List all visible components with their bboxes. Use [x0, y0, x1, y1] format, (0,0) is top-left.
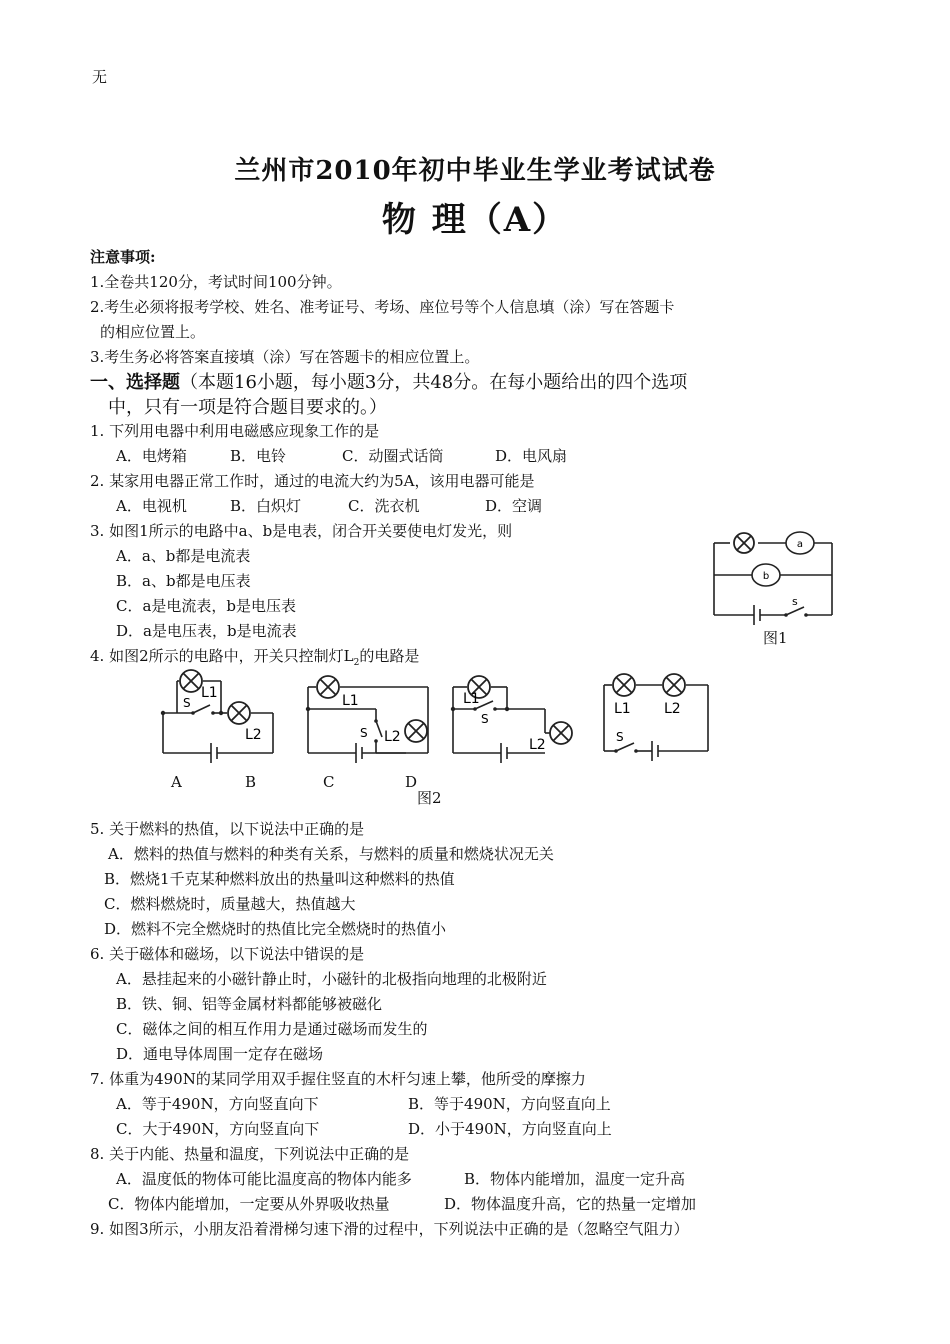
lamp-l1-label: L1 [342, 693, 359, 709]
q7-option-b: B．等于490N，方向竖直向上 [408, 1095, 611, 1113]
question-5-stem: 5. 关于燃料的热值，以下说法中正确的是 [90, 820, 365, 838]
question-1-stem: 1. 下列用电器中利用电磁感应现象工作的是 [90, 422, 380, 440]
q7-option-a: A．等于490N，方向竖直向下 [116, 1095, 319, 1113]
figure-2-label-c: C [323, 773, 335, 791]
question-4-stem: 4. 如图2所示的电路中，开关只控制灯$L_2$的电路是 [90, 647, 420, 668]
figure-1-caption: 图1 [763, 629, 788, 647]
switch-label: S [616, 730, 624, 744]
q2-option-a: A．电视机 [116, 497, 187, 515]
lamp-icon [663, 674, 685, 696]
q3-option-a: A．a、b都是电流表 [116, 547, 251, 565]
q1-option-c: C．动圈式话筒 [342, 447, 444, 465]
q6-option-a: A．悬挂起来的小磁针静止时，小磁针的北极指向地理的北极附近 [116, 970, 547, 988]
section-title: 一、选择题 [90, 372, 180, 393]
q6-option-b: B．铁、铜、铝等金属材料都能够被磁化 [116, 995, 383, 1013]
note-item: 的相应位置上。 [100, 323, 206, 341]
exam-title: 兰州市2010年初中毕业生学业考试试卷 [234, 156, 716, 186]
lamp-icon [228, 702, 250, 724]
switch-label: S [183, 696, 191, 710]
figure-2-circuit-b [300, 665, 435, 765]
notes-heading: 注意事项: [90, 248, 156, 266]
switch-label: S [360, 726, 368, 740]
lamp-icon [405, 720, 427, 742]
lamp-l2-label: L2 [529, 737, 546, 753]
question-2-stem: 2. 某家用电器正常工作时，通过的电流大约为5A，该用电器可能是 [90, 472, 535, 490]
question-9-stem: 9. 如图3所示，小朋友沿着滑梯匀速下滑的过程中，下列说法中正确的是（忽略空气阻力） [90, 1220, 689, 1238]
question-8-stem: 8. 关于内能、热量和温度，下列说法中正确的是 [90, 1145, 410, 1163]
lamp-l2-label: L2 [384, 729, 401, 745]
lamp-icon [550, 722, 572, 744]
q5-option-a: A．燃料的热值与燃料的种类有关系，与燃料的质量和燃烧状况无关 [108, 845, 554, 863]
q2-option-c: C．洗衣机 [348, 497, 420, 515]
figure-2-label-d: D [405, 773, 418, 791]
meter-b-label: b [762, 571, 770, 582]
q1-option-d: D．电风扇 [495, 447, 568, 465]
lamp-icon [613, 674, 635, 696]
note-item: 3.考生务必将答案直接填（涂）写在答题卡的相应位置上。 [90, 348, 480, 366]
lamp-l2-label: L2 [664, 701, 681, 717]
meter-a-label: a [796, 539, 804, 550]
note-item: 1.全卷共120分，考试时间100分钟。 [90, 273, 342, 291]
figure-2-circuit-a [155, 665, 285, 765]
q5-option-b: B．燃烧1千克某种燃料放出的热量叫这种燃料的热值 [104, 870, 455, 888]
q2-option-b: B．白炽灯 [230, 497, 302, 515]
section-desc: （本题16小题，每小题3分，共48分。在每小题给出的四个选项 [180, 372, 688, 393]
section-heading [90, 368, 687, 394]
lamp-icon [317, 676, 339, 698]
lamp-l2-label: L2 [245, 727, 262, 743]
q8-option-d: D．物体温度升高，它的热量一定增加 [444, 1195, 697, 1213]
question-7-stem: 7. 体重为490N的某同学用双手握住竖直的木杆匀速上攀，他所受的摩擦力 [90, 1070, 586, 1088]
figure-2-label-b: B [245, 773, 257, 791]
q7-option-c: C．大于490N，方向竖直向下 [116, 1120, 320, 1138]
section-desc-cont: 中，只有一项是符合题目要求的。） [108, 397, 387, 418]
switch-label: S [481, 712, 489, 726]
q5-option-c: C．燃料燃烧时，质量越大，热值越大 [104, 895, 356, 913]
q8-option-b: B．物体内能增加，温度一定升高 [464, 1170, 686, 1188]
q5-option-d: D．燃料不完全燃烧时的热值比完全燃烧时的热值小 [104, 920, 447, 938]
figure-2-label-a: A [171, 773, 182, 791]
switch-label: s [792, 595, 798, 608]
question-6-stem: 6. 关于磁体和磁场，以下说法中错误的是 [90, 945, 365, 963]
lamp-l1-label: L1 [201, 685, 218, 701]
lamp-l1-label: L1 [463, 691, 480, 707]
q6-option-c: C．磁体之间的相互作用力是通过磁场而发生的 [116, 1020, 428, 1038]
figure-2-caption: 图2 [417, 789, 442, 807]
corner-mark: 无 [92, 68, 108, 86]
subject-title: 物 理（A） [381, 200, 569, 240]
lamp-icon [734, 533, 754, 553]
figure-2-circuit-c [445, 665, 580, 765]
q7-option-d: D．小于490N，方向竖直向上 [408, 1120, 612, 1138]
q8-option-a: A．温度低的物体可能比温度高的物体内能多 [116, 1170, 412, 1188]
figure-2-circuit-d [598, 665, 718, 765]
q3-option-d: D．a是电压表，b是电流表 [116, 622, 297, 640]
q1-option-b: B．电铃 [230, 447, 287, 465]
q8-option-c: C．物体内能增加，一定要从外界吸收热量 [108, 1195, 390, 1213]
q1-option-a: A．电烤箱 [116, 447, 187, 465]
lamp-icon [180, 670, 202, 692]
q2-option-d: D．空调 [485, 497, 543, 515]
lamp-l1-label: L1 [614, 701, 631, 717]
note-item: 2.考生必须将报考学校、姓名、准考证号、考场、座位号等个人信息填（涂）写在答题卡 [90, 298, 675, 316]
q3-option-c: C．a是电流表，b是电压表 [116, 597, 297, 615]
figure-1-circuit [700, 525, 850, 625]
q6-option-d: D．通电导体周围一定存在磁场 [116, 1045, 324, 1063]
q3-option-b: B．a、b都是电压表 [116, 572, 251, 590]
question-3-stem: 3. 如图1所示的电路中a、b是电表，闭合开关要使电灯发光，则 [90, 522, 513, 540]
